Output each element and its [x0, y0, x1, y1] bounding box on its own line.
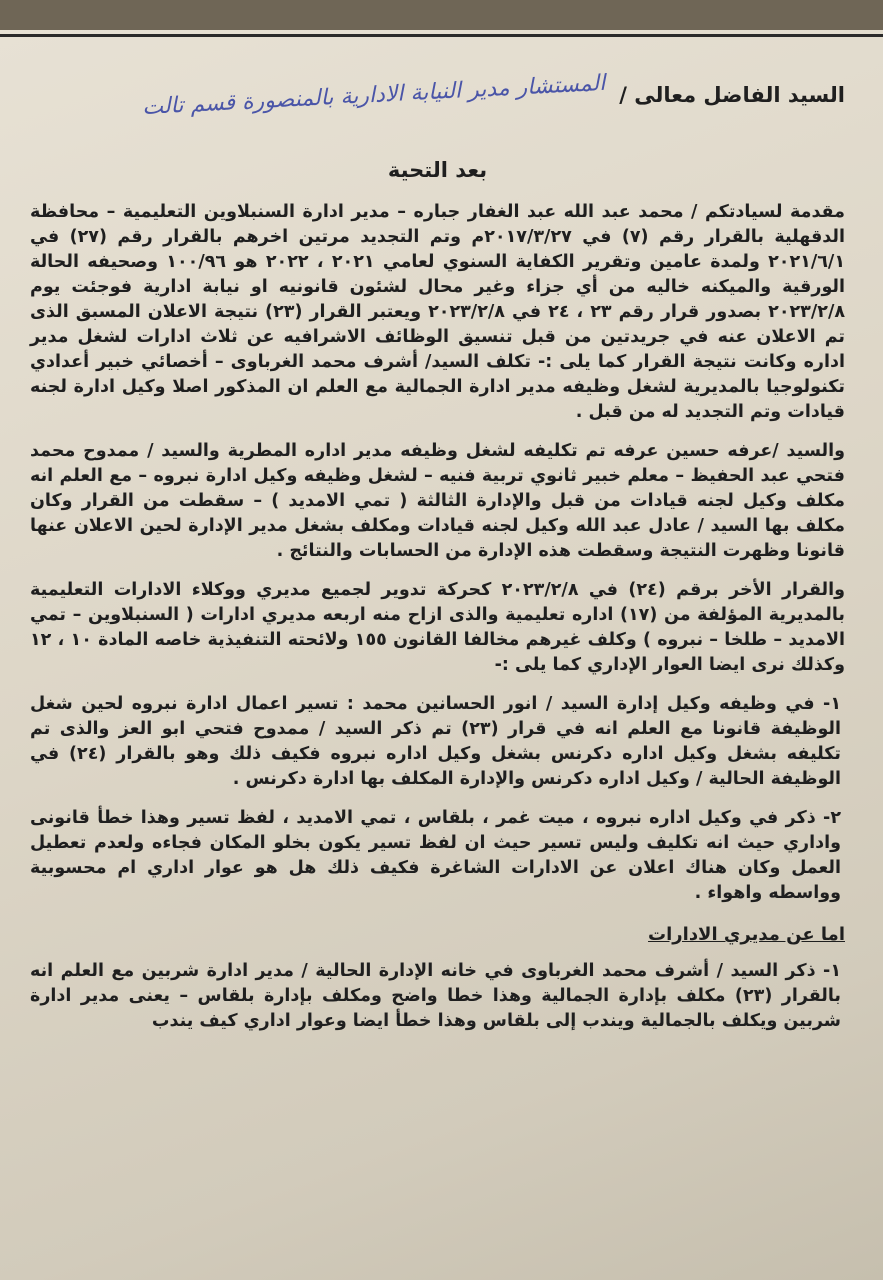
handwritten-addressee: المستشار مدير النيابة الادارية بالمنصورة قسم تالت [141, 70, 606, 120]
section-heading: اما عن مديري الادارات [648, 924, 845, 945]
list-item-directors-1: ١- ذكر السيد / أشرف محمد الغرباوى في خانه الإدارة الحالية / مدير ادارة شربين مع العلم انه بالقرار (٢٣) مكلف بإدارة الجمالية وهذا خطا واضح ومكلف بإدارة بلقاس – يعنى مدير ادارة شربين ويكلف بالجمالية ويندب إلى بلقاس وهذا خطأ ايضا وعوار اداري كيف يندب [30, 961, 842, 1031]
paragraph-third: والقرار الأخر برقم (٢٤) في ٢٠٢٣/٢/٨ كحركة تدوير لجميع مديري ووكلاء الادارات التعليمية بالمديرية المؤلفة من (١٧) اداره تعليمية والذى ازاح منه اربعه مديري ادارات ( السنبلاوين – تمي الامديد – طلخا – نبروه ) وكلف غيرهم مخالفا القانون ١٥٥ ولائحته التنفيذية خاصه المادة ١٠ ، ١٢ وكذلك نرى ايضا العوار الإداري كما يلى :- [30, 580, 845, 675]
list-item-2: ٢- ذكر في وكيل اداره نبروه ، ميت غمر ، بلقاس ، تمي الامديد ، لفظ تسير وهذا خطأ قانونى واداري حيث انه تكليف وليس تسير حيث ان لفظ تسير يكون بخلو المكان فجاءه ولعدم تعطيل العمل وكان هناك اعلان عن الادارات الشاغرة فكيف ذلك هل هو عوار اداري ام محسوبية وواسطه واهواء . [30, 808, 841, 903]
top-border-line [0, 34, 883, 37]
paragraph-second: والسيد /عرفه حسين عرفه تم تكليفه لشغل وظيفه مدير اداره المطرية والسيد / ممدوح محمد فتحي عبد الحفيظ – معلم خبير ثانوي تربية فنيه – لشغل وظيفه وكيل ادارة نبروه – مع العلم انه مكلف وكيل لجنه قيادات من قبل والإدارة الثالثة ( تمي الامديد ) – سقطت من القرار وكان مكلف بها السيد / عادل عبد الله وكيل لجنه قيادات ومكلف بشغل مدير الإدارة لحين الاعلان عنها قانونا وظهرت النتيجة وسقطت هذه الإدارة من الحسابات والنتائج . [30, 441, 845, 561]
greeting: بعد التحية [387, 158, 488, 182]
letter-body [30, 40, 845, 1048]
paragraph-intro: مقدمة لسيادتكم / محمد عبد الله عبد الغفار جباره – مدير ادارة السنبلاوين التعليمية – محافظة الدقهلية بالقرار رقم (٧) في ٢٠١٧/٣/٢٧م وتم التجديد مرتين اخرهم بالقرار رقم (٢٧) في ٢٠٢١/٦/١ ولمدة عامين وتقرير الكفاية السنوي لعامي ٢٠٢١ ، ٢٠٢٢ هو ١٠٠/٩٦ وصحيفه الحالة الورقية والميكنه خاليه من أي جزاء وغير محال لشئون قانونيه او نيابة ادارية فوجئت يوم ٢٠٢٣/٢/٨ بصدور قرار رقم ٢٣ ، ٢٤ في ٢٠٢٣/٢/٨ ويعتبر القرار (٢٣) نتيجة الاعلان المسبق الذى تم الاعلان عنه في جريدتين من قبل تنسيق الوظائف الاشرافيه عن ثلاث ادارات لشغل مدير اداره وكانت نتيجة القرار كما يلى :- تكلف السيد/ أشرف محمد الغرباوى – أخصائي خبير أعدادي تكنولوجيا بالمديرية لشغل وظيفه مدير ادارة الجمالية مع العلم ان المذكور اصلا وكيل ادارة لجنه قيادات وتم التجديد له من قبل . [30, 202, 846, 422]
document-page [0, 30, 883, 1280]
list-item-1: ١- في وظيفه وكيل إدارة السيد / انور الحسانين محمد : تسير اعمال ادارة نبروه لحين شغل الوظيفة قانونا مع العلم انه في قرار (٢٣) تم ذكر السيد / ممدوح فتحي ابو العز والذى تم تكليفه بشغل وكيل اداره دكرنس بشغل وكيل اداره نبروه فكيف ذلك وهو بالقرار (٢٤) في الوظيفة الحالية / وكيل اداره دكرنس والإدارة المكلف بها ادارة دكرنس . [30, 694, 842, 789]
addressee-label: السيد الفاضل معالى / [619, 83, 845, 107]
addressee-line [30, 40, 845, 150]
